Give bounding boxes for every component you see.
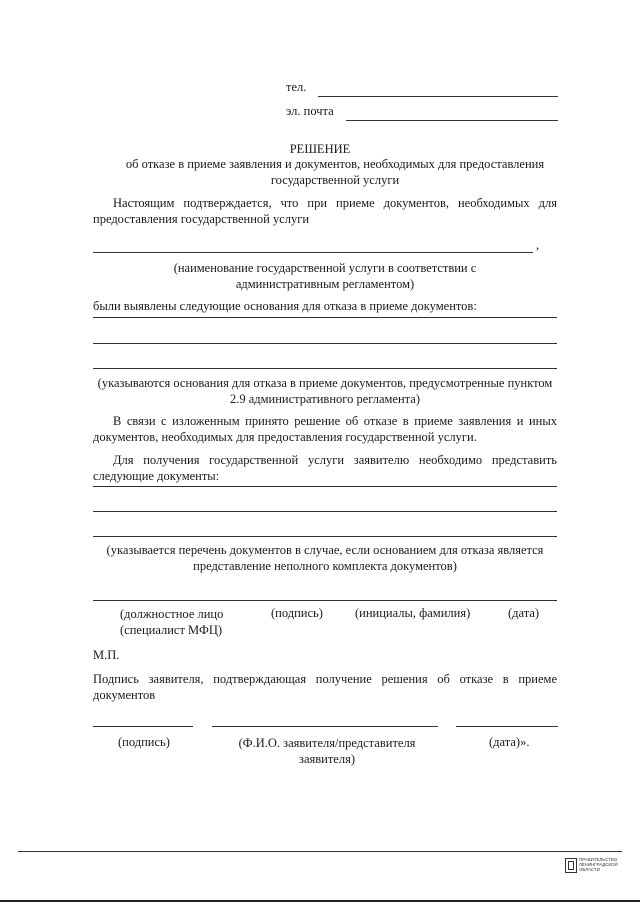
document-title: РЕШЕНИЕ <box>289 142 351 156</box>
note-service-name: (наименование государственной услуги в соответствии с административным регламентом) <box>173 261 477 291</box>
footer-divider <box>18 851 622 852</box>
bottom-edge-line <box>0 900 640 902</box>
documents-line-3 <box>93 536 557 537</box>
paragraph-applicant-signature: Подпись заявителя, подтверждающая получение решения об отказе в приеме документов <box>93 672 557 702</box>
email-line <box>346 120 558 121</box>
paragraph-decision: В связи с изложенным принято решение об отказе в приеме заявления и иных документов, необходимых для предоставления государственной услуги. <box>93 414 557 444</box>
official-position-caption: (должностное лицо (специалист МФЦ) <box>120 607 224 637</box>
note-reasons: (указываются основания для отказа в приеме документов, предусмотренные пунктом 2.9 административного регламента) <box>97 376 553 406</box>
applicant-name-line <box>212 726 438 727</box>
note-documents: (указывается перечень документов в случае, если основанием для отказа является представление неполного комплекта документов) <box>106 543 544 573</box>
applicant-date-line <box>456 726 558 727</box>
applicant-date-caption: (дата)». <box>489 735 530 749</box>
phone-line <box>318 96 558 97</box>
official-date-caption: (дата) <box>508 606 540 620</box>
footer-logo-text: ПРАВИТЕЛЬСТВО ЛЕНИНГРАДСКОЙ ОБЛАСТИ <box>579 857 618 872</box>
paragraph-reasons: были выявлены следующие основания для отказа в приеме документов: <box>93 299 477 313</box>
applicant-signature-caption: (подпись) <box>118 735 170 749</box>
documents-line-1 <box>93 486 557 487</box>
comma: , <box>536 238 540 252</box>
paragraph-confirmation: Настоящим подтверждается, что при приеме документов, необходимых для предоставления государственной услуги <box>93 196 557 226</box>
coat-of-arms-icon <box>565 858 577 873</box>
documents-line-2 <box>93 511 557 512</box>
document-subtitle: об отказе в приеме заявления и документов, необходимых для предоставления государственной услуги <box>125 157 545 187</box>
paragraph-required-documents: Для получения государственной услуги заявителю необходимо представить следующие документы: <box>93 453 557 483</box>
email-label: эл. почта <box>286 104 334 118</box>
reasons-line-1 <box>93 317 557 318</box>
applicant-name-caption: (Ф.И.О. заявителя/представителя заявителя) <box>238 736 416 766</box>
applicant-signature-line <box>93 726 193 727</box>
reasons-line-3 <box>93 368 557 369</box>
official-initials-caption: (инициалы, фамилия) <box>355 606 471 620</box>
official-signature-line <box>93 600 557 601</box>
reasons-line-2 <box>93 343 557 344</box>
service-name-line <box>93 252 533 253</box>
stamp-label: М.П. <box>93 648 120 662</box>
phone-label: тел. <box>286 80 307 94</box>
official-signature-caption: (подпись) <box>271 606 323 620</box>
